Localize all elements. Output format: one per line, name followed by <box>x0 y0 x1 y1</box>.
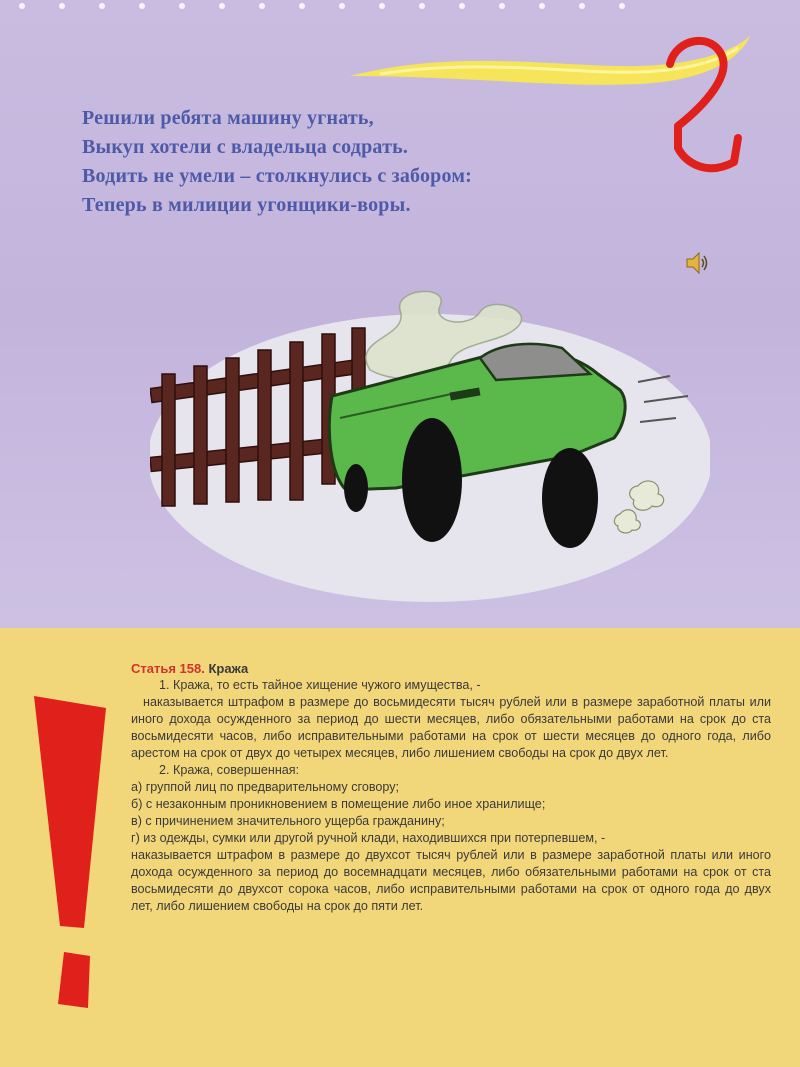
poem-line: Выкуп хотели с владельца содрать. <box>82 136 409 158</box>
article-title <box>131 660 771 677</box>
article-paragraph: г) из одежды, сумки или другой ручной клади, находившихся при потерпевшем, - <box>131 831 606 845</box>
article-paragraph: а) группой лиц по предварительному сговору; <box>131 780 400 794</box>
article-paragraph: наказывается штрафом в размере до двухсот тысяч рублей или в размере заработной платы или иного дохода осужденного за период до восемнадцати месяцев, либо обязательными работами на срок от ста восьмидесяти до двухсот сорока часов, либо исправительными работами на срок от одного года до двух лет, либо лишением свободы на срок до пяти лет. <box>131 848 771 913</box>
article-paragraph: б) с незаконным проникновением в помещение либо иное хранилище; <box>131 797 546 811</box>
article-paragraph: 1. Кража, то есть тайное хищение чужого имущества, - <box>159 678 481 692</box>
poem-line: Теперь в милиции угонщики-воры. <box>82 194 411 216</box>
poem-line: Решили ребята машину угнать, <box>82 107 374 129</box>
poem-line: Водить не умели – столкнулись с забором: <box>82 165 473 187</box>
article-paragraph: наказывается штрафом в размере до восьмидесяти тысяч рублей или в размере заработной платы или иного дохода осужденного за период до шести месяцев, либо обязательными работами на срок до ста восьмидесяти часов, либо исправительными работами на срок от шести месяцев до одного года, либо арестом на срок от двух до четырех месяцев, либо лишением свободы на срок до двух лет. <box>131 695 771 760</box>
speaker-icon[interactable] <box>684 250 710 276</box>
poem <box>82 104 682 220</box>
article-paragraph: 2. Кража, совершенная: <box>159 763 300 777</box>
car-crash-illustration <box>150 278 710 608</box>
exclamation-icon <box>24 690 116 1030</box>
article-title-text: Кража <box>208 661 249 676</box>
article-number: Статья 158. <box>131 661 205 676</box>
article-text <box>131 660 771 915</box>
article-paragraph: в) с причинением значительного ущерба гражданину; <box>131 814 445 828</box>
dotted-border <box>0 0 800 14</box>
